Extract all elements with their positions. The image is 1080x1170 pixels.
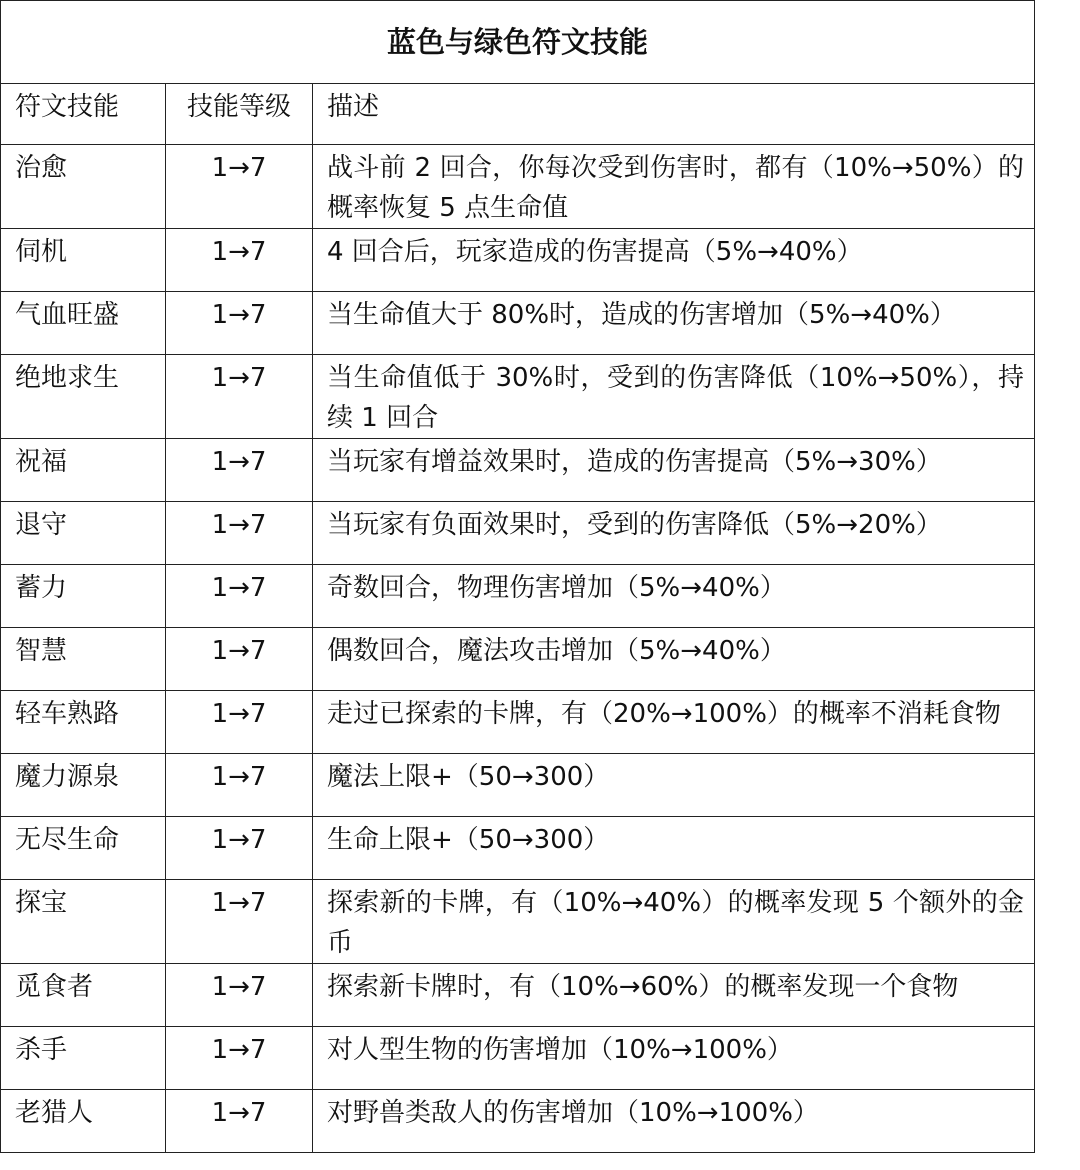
- skill-level-cell: 1→7: [166, 1027, 313, 1090]
- skill-description-cell: 奇数回合，物理伤害增加（5%→40%）: [313, 565, 1035, 628]
- skill-level-cell: 1→7: [166, 565, 313, 628]
- table-row: [1, 292, 1035, 355]
- skill-level-cell: 1→7: [166, 628, 313, 691]
- table-row: [1, 691, 1035, 754]
- skill-name-cell: 祝福: [1, 439, 166, 502]
- skill-description-cell: 探索新卡牌时，有（10%→60%）的概率发现一个食物: [313, 964, 1035, 1027]
- table-row: [1, 145, 1035, 229]
- skill-description-cell: 对人型生物的伤害增加（10%→100%）: [313, 1027, 1035, 1090]
- table-title-row: [1, 1, 1035, 84]
- skill-level-cell: 1→7: [166, 1090, 313, 1153]
- header-skill-name: 符文技能: [1, 84, 166, 145]
- skill-name-cell: 老猎人: [1, 1090, 166, 1153]
- skill-name-cell: 治愈: [1, 145, 166, 229]
- skill-name-cell: 绝地求生: [1, 355, 166, 439]
- skill-description-cell: 走过已探索的卡牌，有（20%→100%）的概率不消耗食物: [313, 691, 1035, 754]
- skill-name-cell: 蓄力: [1, 565, 166, 628]
- skill-name-cell: 气血旺盛: [1, 292, 166, 355]
- skill-description-cell: 当玩家有增益效果时，造成的伤害提高（5%→30%）: [313, 439, 1035, 502]
- header-description: 描述: [313, 84, 1035, 145]
- skill-level-cell: 1→7: [166, 229, 313, 292]
- header-skill-level: 技能等级: [166, 84, 313, 145]
- skill-description-cell: 战斗前 2 回合，你每次受到伤害时，都有（10%→50%）的概率恢复 5 点生命值: [313, 145, 1035, 229]
- table-row: [1, 1090, 1035, 1153]
- skill-level-cell: 1→7: [166, 502, 313, 565]
- skill-name-cell: 智慧: [1, 628, 166, 691]
- skill-name-cell: 杀手: [1, 1027, 166, 1090]
- skill-level-cell: 1→7: [166, 754, 313, 817]
- table-body: [1, 1, 1035, 1153]
- table-row: [1, 229, 1035, 292]
- skill-level-cell: 1→7: [166, 691, 313, 754]
- table-row: [1, 502, 1035, 565]
- table-row: [1, 880, 1035, 964]
- skill-level-cell: 1→7: [166, 880, 313, 964]
- skill-description-cell: 生命上限+（50→300）: [313, 817, 1035, 880]
- table-header-row: [1, 84, 1035, 145]
- table-row: [1, 565, 1035, 628]
- skill-name-cell: 魔力源泉: [1, 754, 166, 817]
- skill-name-cell: 觅食者: [1, 964, 166, 1027]
- table-row: [1, 754, 1035, 817]
- skill-description-cell: 对野兽类敌人的伤害增加（10%→100%）: [313, 1090, 1035, 1153]
- skill-description-cell: 当生命值低于 30%时，受到的伤害降低（10%→50%），持续 1 回合: [313, 355, 1035, 439]
- skill-description-cell: 4 回合后，玩家造成的伤害提高（5%→40%）: [313, 229, 1035, 292]
- skill-description-cell: 探索新的卡牌，有（10%→40%）的概率发现 5 个额外的金币: [313, 880, 1035, 964]
- skill-description-cell: 魔法上限+（50→300）: [313, 754, 1035, 817]
- table-row: [1, 439, 1035, 502]
- table-row: [1, 1027, 1035, 1090]
- table-title: 蓝色与绿色符文技能: [1, 1, 1035, 84]
- skill-level-cell: 1→7: [166, 439, 313, 502]
- table-row: [1, 355, 1035, 439]
- skill-name-cell: 无尽生命: [1, 817, 166, 880]
- skill-name-cell: 轻车熟路: [1, 691, 166, 754]
- table-row: [1, 817, 1035, 880]
- table-row: [1, 628, 1035, 691]
- skill-description-cell: 当玩家有负面效果时，受到的伤害降低（5%→20%）: [313, 502, 1035, 565]
- skill-description-cell: 偶数回合，魔法攻击增加（5%→40%）: [313, 628, 1035, 691]
- skill-level-cell: 1→7: [166, 145, 313, 229]
- skill-name-cell: 伺机: [1, 229, 166, 292]
- skill-level-cell: 1→7: [166, 817, 313, 880]
- skill-name-cell: 退守: [1, 502, 166, 565]
- skill-level-cell: 1→7: [166, 964, 313, 1027]
- skill-name-cell: 探宝: [1, 880, 166, 964]
- skill-description-cell: 当生命值大于 80%时，造成的伤害增加（5%→40%）: [313, 292, 1035, 355]
- skill-level-cell: 1→7: [166, 292, 313, 355]
- table-row: [1, 964, 1035, 1027]
- skill-level-cell: 1→7: [166, 355, 313, 439]
